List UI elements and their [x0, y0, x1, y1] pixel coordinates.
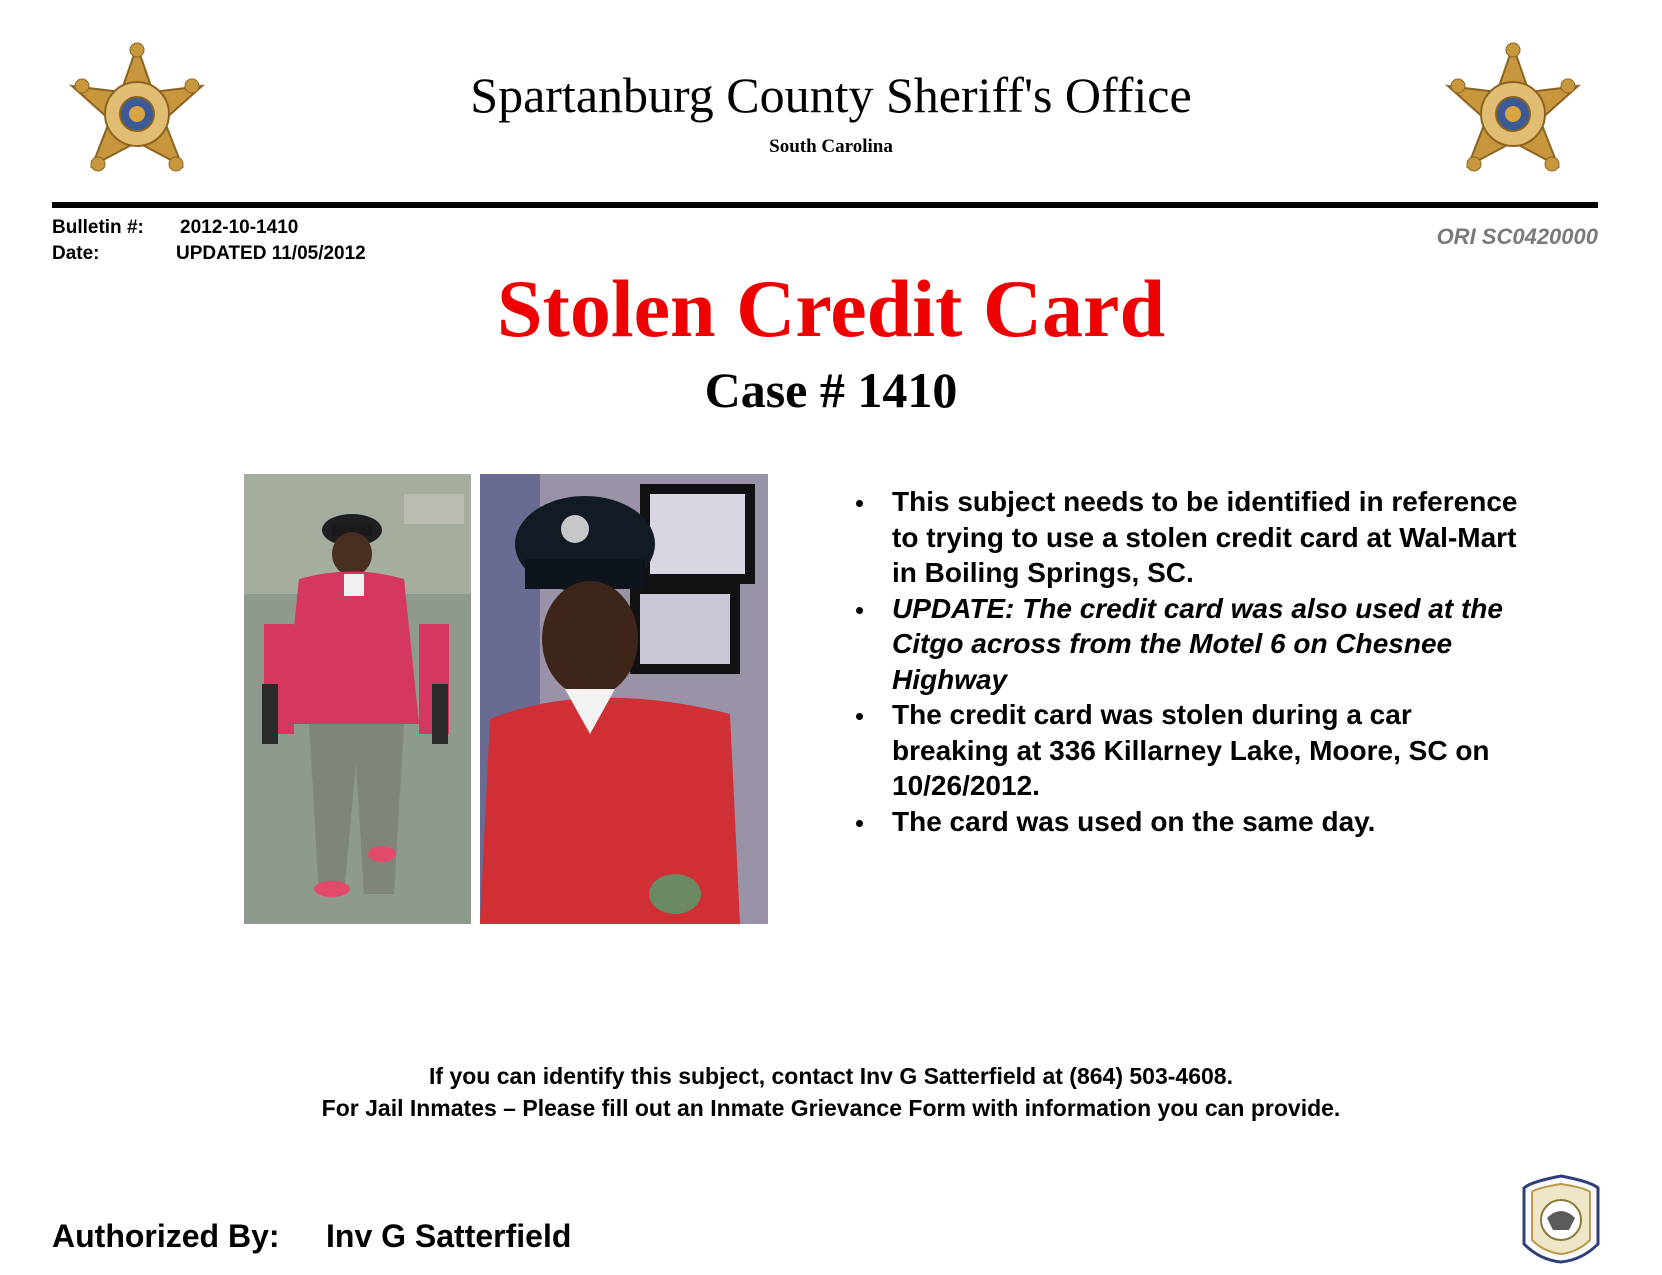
bulletin-number: 2012-10-1410 — [180, 217, 299, 238]
suspect-photo-close-up — [480, 474, 768, 924]
authorized-by-label: Authorized By: — [52, 1218, 280, 1254]
suspect-photo-full-body — [244, 474, 471, 924]
list-item-update: UPDATE: The credit card was also used at the Citgo across from the Motel 6 on Chesnee Highway — [820, 591, 1520, 698]
date-label: Date: — [52, 243, 100, 264]
ori-number: ORI SC0420000 — [1436, 224, 1598, 249]
case-number: Case # 1410 — [704, 362, 958, 418]
contact-instructions: If you can identify this subject, contact Inv G Satterfield at (864) 503-4608. — [429, 1063, 1233, 1089]
accreditation-seal-icon — [1522, 1174, 1600, 1264]
list-item: The credit card was stolen during a car breaking at 336 Killarney Lake, Moore, SC on 10/26/2012. — [820, 697, 1520, 804]
bulletin-label: Bulletin #: — [52, 217, 144, 238]
date-value: UPDATED 11/05/2012 — [176, 243, 366, 264]
bulletin-title: Stolen Credit Card — [496, 263, 1166, 354]
case-details-list — [820, 484, 1520, 839]
agency-name: Spartanburg County Sheriff's Office — [470, 67, 1192, 123]
authorized-by-name: Inv G Satterfield — [326, 1218, 572, 1254]
list-item: The card was used on the same day. — [820, 804, 1520, 840]
list-item: This subject needs to be identified in reference to trying to use a stolen credit card at Wal-Mart in Boiling Springs, SC. — [820, 484, 1520, 591]
inmate-instructions: For Jail Inmates – Please fill out an Inmate Grievance Form with information you can provide. — [321, 1095, 1341, 1121]
header-divider — [52, 202, 1598, 208]
agency-state: South Carolina — [769, 136, 893, 157]
